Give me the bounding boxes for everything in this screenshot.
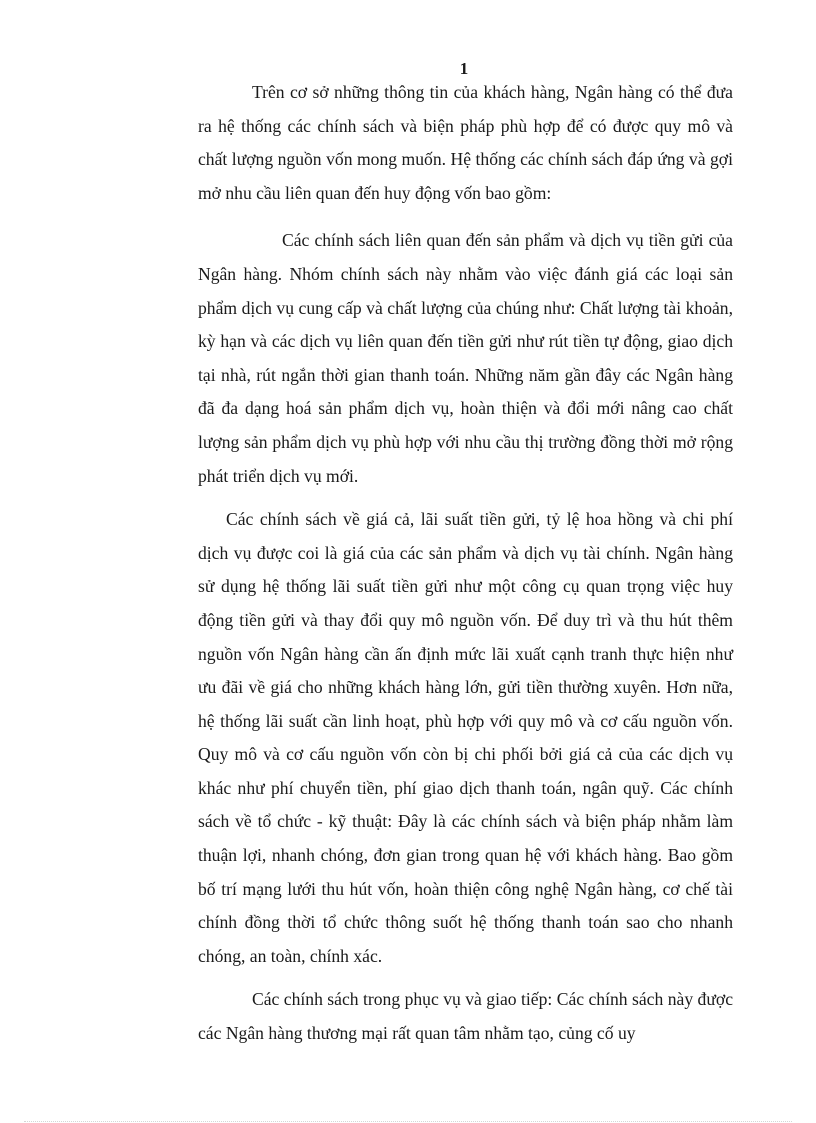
page-bottom-divider	[24, 1121, 792, 1122]
paragraph-product-policy: Các chính sách liên quan đến sản phẩm và dịch vụ tiền gửi của Ngân hàng. Nhóm chính sách này nhằm vào việc đánh giá các loại sản phẩm dịch vụ cung cấp và chất lượng của chúng như: Chất lượng tài khoản, kỳ hạn và các dịch vụ liên quan đến tiền gửi như rút tiền tự động, giao dịch tại nhà, rút ngắn thời gian thanh toán. Những năm gần đây các Ngân hàng đã đa dạng hoá sản phẩm dịch vụ, hoàn thiện và đổi mới nâng cao chất lượng sản phẩm dịch vụ phù hợp với nhu cầu thị trường đồng thời mở rộng phát triển dịch vụ mới.	[198, 230, 733, 486]
document-body	[198, 76, 733, 1051]
paragraph-intro: Trên cơ sở những thông tin của khách hàng, Ngân hàng có thể đưa ra hệ thống các chính sách và biện pháp phù hợp để có được quy mô và chất lượng nguồn vốn mong muốn. Hệ thống các chính sách đáp ứng và gợi mở nhu cầu liên quan đến huy động vốn bao gồm:	[198, 82, 733, 203]
paragraph-pricing-policy: Các chính sách về giá cả, lãi suất tiền gửi, tỷ lệ hoa hồng và chi phí dịch vụ được coi là giá của các sản phẩm và dịch vụ tài chính. Ngân hàng sử dụng hệ thống lãi suất tiền gửi như một công cụ quan trọng việc huy động tiền gửi và thay đổi quy mô nguồn vốn. Để duy trì và thu hút thêm nguồn vốn Ngân hàng cần ấn định mức lãi xuất cạnh tranh thực hiện như ưu đãi về giá cho những khách hàng lớn, gửi tiền thường xuyên. Hơn nữa, hệ thống lãi suất cần linh hoạt, phù hợp với quy mô và cơ cấu nguồn vốn. Quy mô và cơ cấu nguồn vốn còn bị chi phối bởi giá cả của các dịch vụ khác như phí chuyển tiền, phí giao dịch thanh toán, ngân quỹ. Các chính sách về tổ chức - kỹ thuật: Đây là các chính sách và biện pháp nhằm làm thuận lợi, nhanh chóng, đơn gian trong quan hệ với khách hàng. Bao gồm bố trí mạng lưới thu hút vốn, hoàn thiện công nghệ Ngân hàng, cơ chế tài chính đồng thời tổ chức thông suốt hệ thống thanh toán sao cho nhanh chóng, an toàn, chính xác.	[198, 509, 733, 966]
page-number: 1	[459, 59, 469, 78]
paragraph-service-policy: Các chính sách trong phục vụ và giao tiếp: Các chính sách này được các Ngân hàng thương mại rất quan tâm nhằm tạo, củng cố uy	[198, 989, 733, 1044]
